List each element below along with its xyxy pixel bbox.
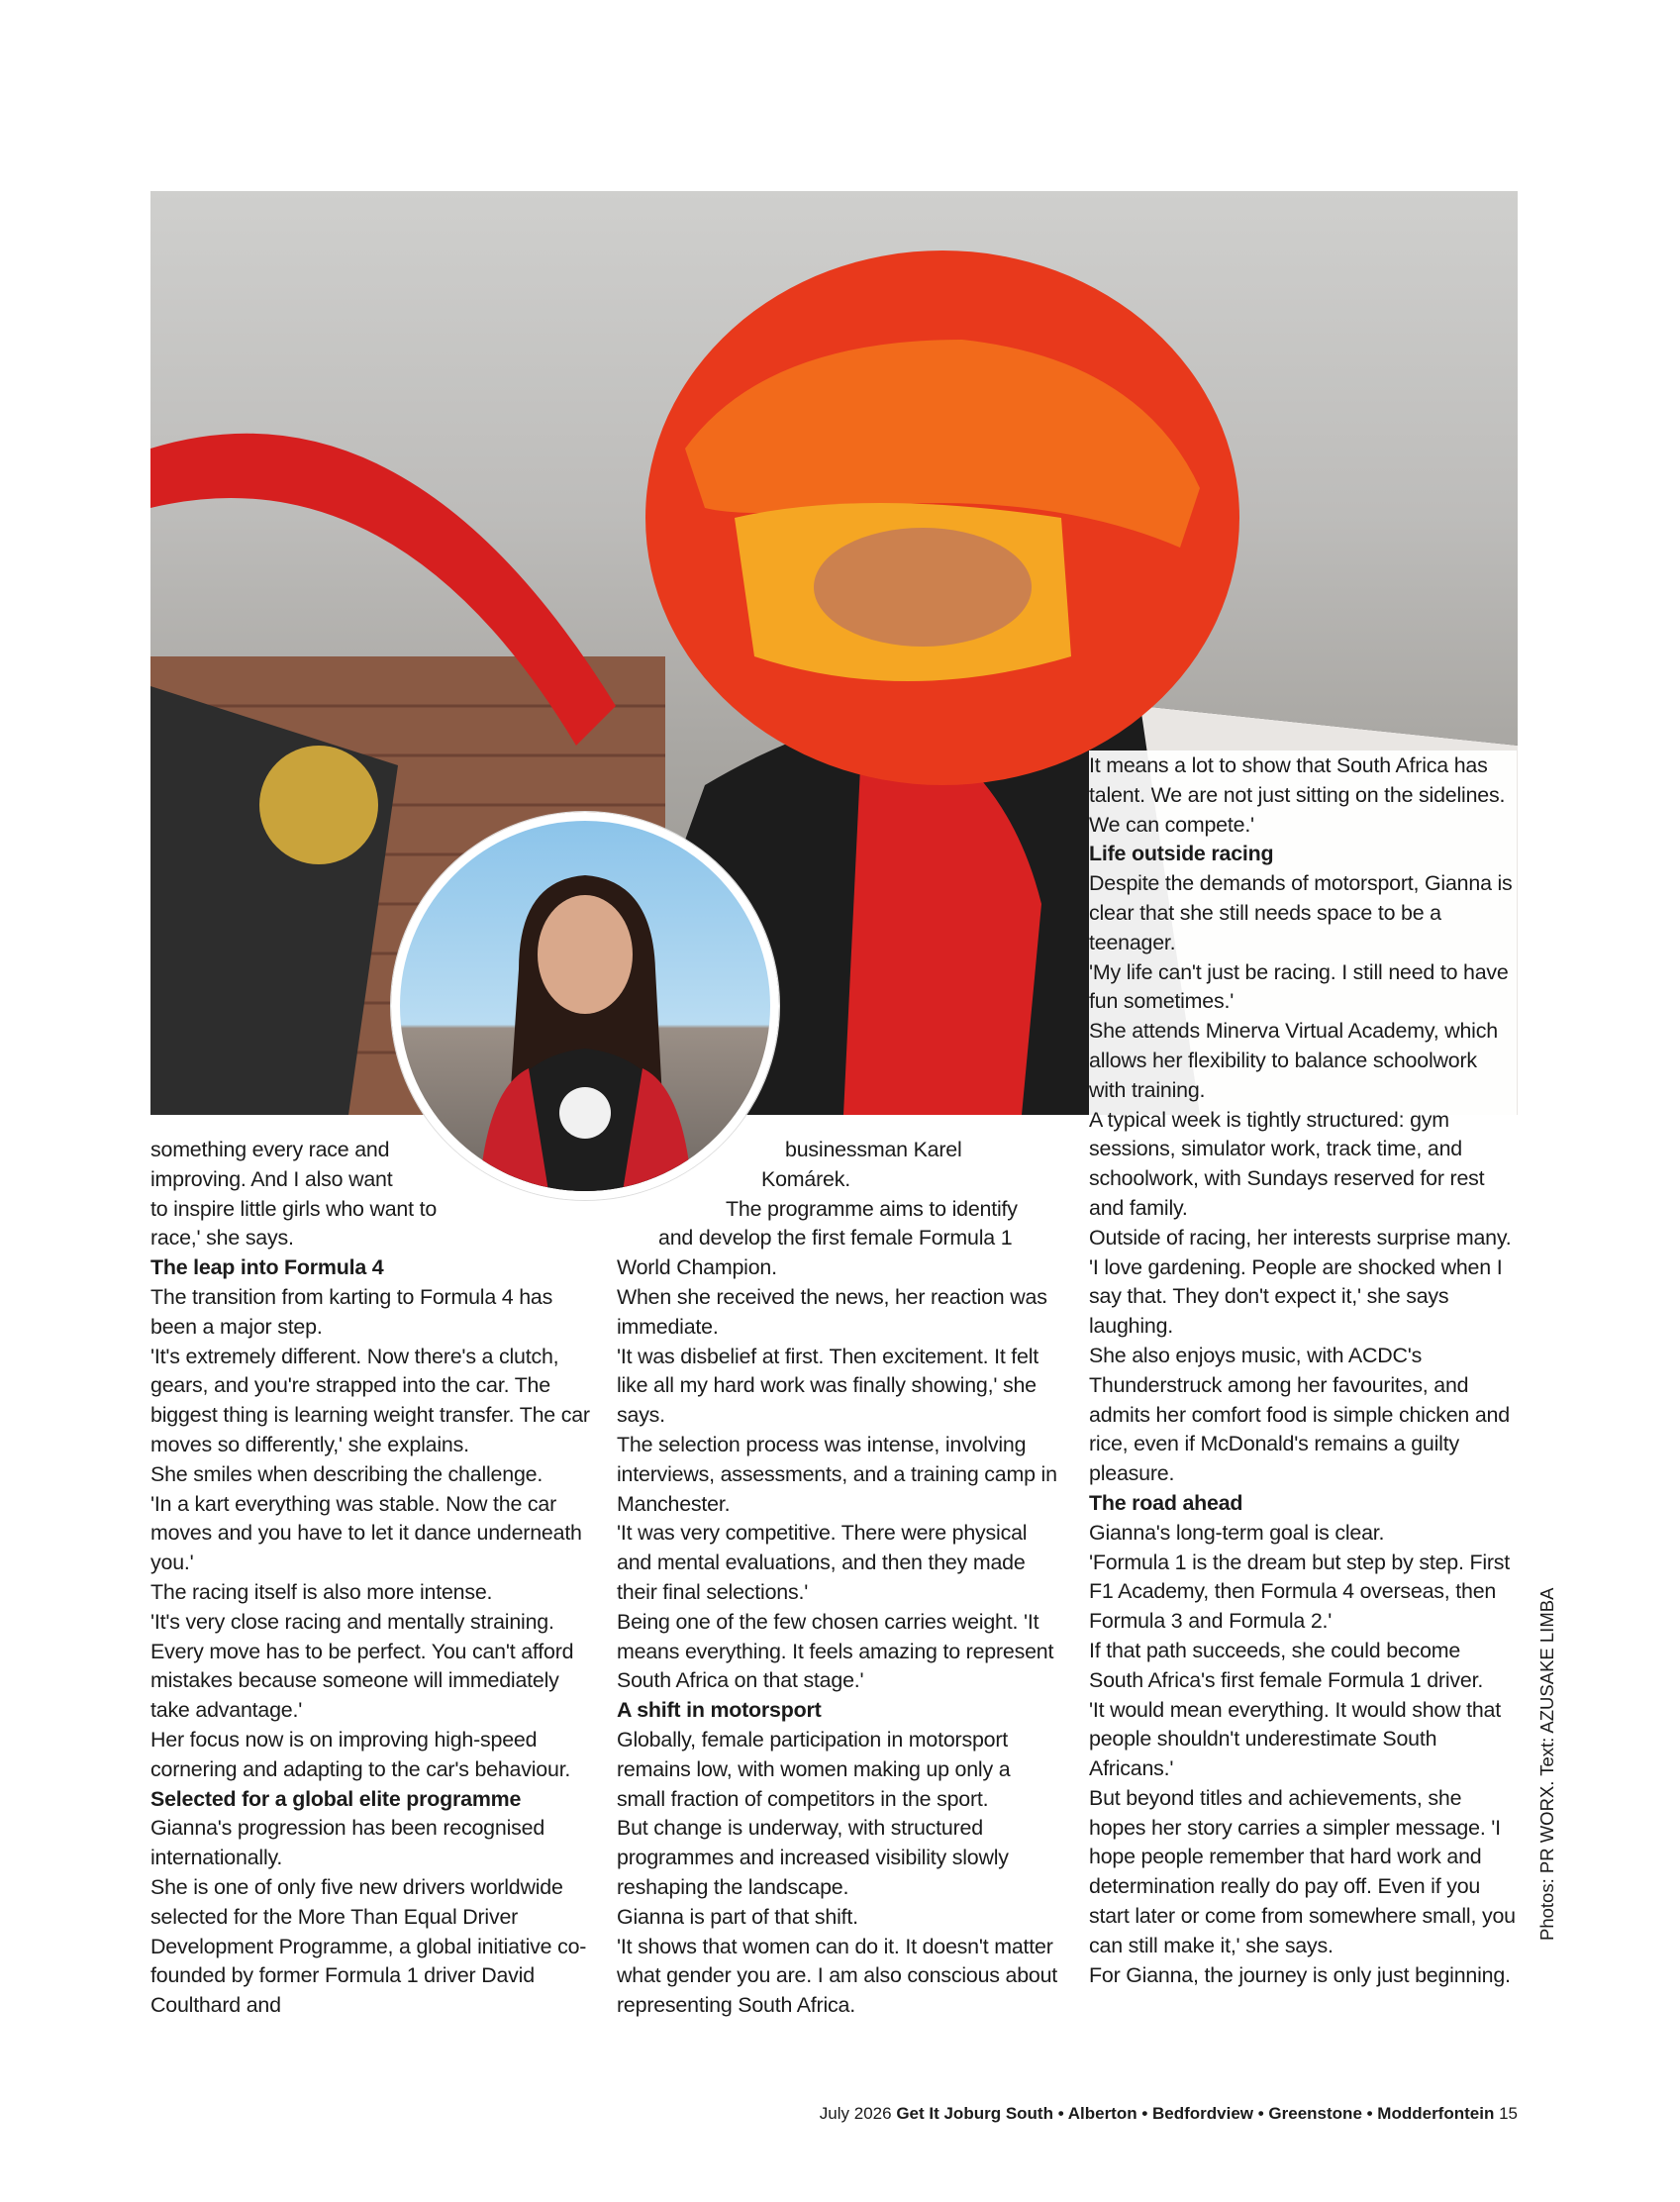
paragraph: The programme aims to identify: [726, 1196, 1018, 1221]
paragraph: 'It's very close racing and mentally straining. Every move has to be perfect. You can't afford mistakes because someone will immediately take advantage.': [150, 1609, 574, 1723]
paragraph: 'It was disbelief at first. Then excitement. It felt like all my hard work was finally showing,' she says.: [617, 1344, 1039, 1428]
section-heading: The leap into Formula 4: [150, 1255, 384, 1280]
paragraph: But change is underway, with structured programmes and increased visibility slowly reshaping the landscape.: [617, 1816, 1009, 1899]
paragraph: Her focus now is on improving high-speed cornering and adapting to the car's behaviour.: [150, 1727, 571, 1781]
section-heading: A shift in motorsport: [617, 1698, 822, 1723]
paragraph: 'In a kart everything was stable. Now the car moves and you have to let it dance underneath you.': [150, 1491, 582, 1575]
paragraph: Outside of racing, her interests surprise many.: [1089, 1225, 1512, 1250]
paragraph: 'It would mean everything. It would show that people shouldn't underestimate South Africans.': [1089, 1697, 1501, 1781]
paragraph: Gianna's long-term goal is clear.: [1089, 1520, 1385, 1545]
paragraph: Komárek.: [761, 1166, 850, 1191]
section-heading: Life outside racing: [1089, 842, 1274, 866]
paragraph: something every race and: [150, 1138, 390, 1161]
article-column-1: [150, 1136, 596, 2021]
paragraph: and develop the first female Formula 1: [658, 1226, 1013, 1251]
paragraph: Globally, female participation in motorsport remains low, with women making up only a small fraction of competitors in the sport.: [617, 1727, 1011, 1811]
paragraph: 'Formula 1 is the dream but step by step. First F1 Academy, then Formula 4 overseas, then Formula 3 and Formula 2.': [1089, 1550, 1511, 1634]
paragraph: The racing itself is also more intense.: [150, 1579, 493, 1604]
footer-publication: Get It Joburg South • Alberton • Bedfordview • Greenstone • Modderfontein: [896, 2104, 1495, 2123]
paragraph: 'It shows that women can do it. It doesn't matter what gender you are. I am also conscious about representing South Africa.: [617, 1934, 1058, 2018]
paragraph: The transition from karting to Formula 4 has been a major step.: [150, 1284, 553, 1339]
paragraph: 'My life can't just be racing. I still need to have fun sometimes.': [1089, 959, 1509, 1014]
article-column-3: [1089, 751, 1517, 1990]
page-footer: [820, 2104, 1518, 2124]
section-heading: The road ahead: [1089, 1490, 1243, 1515]
paragraph: improving. And I also want: [150, 1166, 393, 1191]
paragraph: A typical week is tightly structured: gym sessions, simulator work, track time, and schoolwork, with Sundays reserved for rest and family.: [1089, 1107, 1485, 1220]
paragraph: It means a lot to show that South Africa has talent. We are not just sitting on the sidelines. We can compete.': [1089, 753, 1506, 837]
paragraph: The selection process was intense, involving interviews, assessments, and a training camp in Manchester.: [617, 1432, 1057, 1516]
page-number: 15: [1499, 2104, 1518, 2123]
paragraph: She smiles when describing the challenge.: [150, 1461, 544, 1486]
paragraph: If that path succeeds, she could become South Africa's first female Formula 1 driver.: [1089, 1638, 1484, 1692]
paragraph: She also enjoys music, with ACDC's Thunderstruck among her favourites, and admits her comfort food is simple chicken and rice, even if McDonald's remains a guilty pleasure.: [1089, 1343, 1510, 1486]
paragraph: Gianna's progression has been recognised internationally.: [150, 1816, 545, 1870]
paragraph: to inspire little girls who want to: [150, 1196, 438, 1221]
paragraph: Despite the demands of motorsport, Gianna is clear that she still needs space to be a teenager.: [1089, 871, 1513, 954]
paragraph: For Gianna, the journey is only just beginning.: [1089, 1962, 1511, 1987]
paragraph: When she received the news, her reaction was immediate.: [617, 1284, 1047, 1339]
paragraph: businessman Karel: [785, 1138, 962, 1161]
paragraph: She is one of only five new drivers worldwide selected for the More Than Equal Driver Development Programme, a global initiative co-founded by former Formula 1 driver David Coulthard and: [150, 1874, 587, 2018]
paragraph: race,' she says.: [150, 1226, 294, 1251]
footer-date: July 2026: [819, 2104, 892, 2123]
paragraph: 'It's extremely different. Now there's a clutch, gears, and you're strapped into the car. The biggest thing is learning weight transfer. The car moves so differently,' she explains.: [150, 1344, 590, 1456]
paragraph: 'It was very competitive. There were physical and mental evaluations, and then they made their final selections.': [617, 1521, 1028, 1604]
paragraph: She attends Minerva Virtual Academy, which allows her flexibility to balance schoolwork with training.: [1089, 1019, 1498, 1102]
paragraph: World Champion.: [617, 1255, 777, 1280]
paragraph: But beyond titles and achievements, she hopes her story carries a simpler message. 'I hope people remember that hard work and determination really do pay off. Even if you start later or come from somewhere small, you can still make it,' she says.: [1089, 1785, 1516, 1957]
photo-credit: Photos: PR WORX. Text: AZUSAKE LIMBA: [1536, 1587, 1557, 1941]
section-heading: Selected for a global elite programme: [150, 1786, 522, 1811]
paragraph: Gianna is part of that shift.: [617, 1904, 858, 1929]
paragraph: 'I love gardening. People are shocked when I say that. They don't expect it,' she says laughing.: [1089, 1254, 1503, 1339]
article-column-2: [617, 1136, 1062, 2021]
paragraph: Being one of the few chosen carries weight. 'It means everything. It feels amazing to represent South Africa on that stage.': [617, 1609, 1054, 1693]
